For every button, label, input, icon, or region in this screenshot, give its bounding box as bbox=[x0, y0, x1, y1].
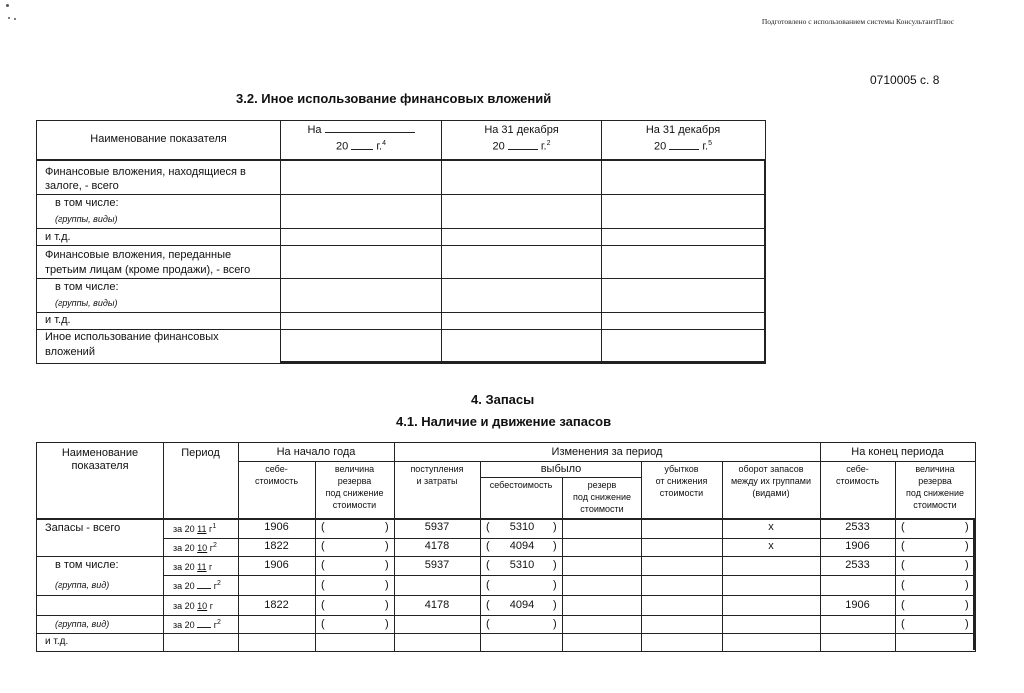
period-year: 11 bbox=[197, 524, 207, 534]
row-label: в том числе: bbox=[55, 281, 119, 293]
header-text: от снижения bbox=[655, 476, 708, 486]
grid-line bbox=[37, 518, 975, 520]
grid-line bbox=[163, 443, 164, 651]
footnote-mark: 5 bbox=[708, 140, 712, 147]
header-text: между их группами bbox=[730, 476, 812, 486]
paren-open: ( bbox=[486, 540, 490, 552]
paren-close: ) bbox=[385, 521, 389, 533]
row-label-group: (группа, вид) bbox=[55, 619, 110, 629]
header-text: под снижение bbox=[325, 488, 384, 498]
paren-open: ( bbox=[486, 559, 490, 571]
period-year: 11 bbox=[197, 562, 207, 572]
period-text: г bbox=[209, 543, 213, 553]
value-disposed: 4094 bbox=[509, 540, 535, 552]
header-text: стоимости bbox=[659, 488, 704, 498]
subheader-disposed: выбыло bbox=[540, 463, 582, 475]
subheader-end-cost bbox=[820, 463, 895, 487]
grid-line bbox=[37, 159, 765, 161]
header-text: (видами) bbox=[752, 488, 790, 498]
year-blank bbox=[508, 149, 538, 150]
paren-open: ( bbox=[321, 579, 325, 591]
value-receipts: 5937 bbox=[424, 559, 450, 571]
subheader-disposed-cost: себестоимость bbox=[489, 480, 553, 490]
paren-close: ) bbox=[385, 540, 389, 552]
value-receipts: 4178 bbox=[424, 599, 450, 611]
header-text: стоимости bbox=[913, 500, 957, 510]
header-text: стоимость bbox=[835, 476, 880, 486]
value-end-cost: 2533 bbox=[845, 559, 870, 571]
paren-close: ) bbox=[965, 540, 969, 552]
subheader-cost bbox=[238, 463, 315, 487]
header-text: под снижение bbox=[573, 492, 631, 502]
footnote-mark: 1 bbox=[212, 523, 217, 530]
year-blank bbox=[351, 149, 373, 150]
header-text: На 31 декабря bbox=[484, 124, 559, 136]
paren-close: ) bbox=[965, 559, 969, 571]
period-cell bbox=[173, 561, 212, 572]
row-label-total: Запасы - всего bbox=[45, 522, 121, 534]
paren-close: ) bbox=[553, 599, 557, 611]
value-end-cost: 1906 bbox=[845, 599, 870, 611]
header-text: величина bbox=[334, 464, 375, 474]
grid-line bbox=[37, 615, 975, 616]
row-label: (группы, виды) bbox=[55, 298, 118, 308]
grid-line bbox=[238, 461, 975, 462]
header-text: поступления bbox=[410, 464, 464, 474]
year-blank bbox=[669, 149, 699, 150]
header-text: г. bbox=[540, 140, 547, 153]
section-41-title: 4.1. Наличие и движение запасов bbox=[396, 414, 612, 429]
footnote-mark: 4 bbox=[382, 140, 386, 147]
header-text: г. bbox=[376, 140, 383, 153]
col-header-changes: Изменения за период bbox=[551, 446, 663, 458]
period-text: г bbox=[213, 581, 217, 591]
period-text: за 20 bbox=[173, 543, 195, 553]
header-text: и затраты bbox=[416, 476, 458, 486]
row-label: Финансовые вложения, находящиеся в bbox=[45, 166, 246, 178]
paren-open: ( bbox=[321, 521, 325, 533]
col-header-start: На начало года bbox=[276, 446, 356, 458]
period-text: за 20 bbox=[173, 524, 195, 534]
scan-speck bbox=[8, 17, 10, 19]
header-text: резерва bbox=[918, 476, 952, 486]
grid-line bbox=[37, 228, 765, 229]
header-text: 20 bbox=[492, 140, 505, 153]
period-text: за 20 bbox=[173, 601, 195, 611]
year-blank bbox=[197, 588, 211, 589]
value-disposed: 4094 bbox=[509, 599, 535, 611]
period-text: за 20 bbox=[173, 620, 195, 630]
paren-close: ) bbox=[965, 618, 969, 630]
period-text: г bbox=[209, 524, 213, 534]
grid-line bbox=[163, 538, 975, 539]
period-cell bbox=[173, 523, 216, 534]
period-cell bbox=[173, 600, 213, 611]
value-turnover: x bbox=[768, 540, 774, 552]
grid-line bbox=[441, 121, 442, 363]
col-header-end: На конец периода bbox=[851, 446, 944, 458]
header-text: показателя bbox=[71, 460, 129, 472]
footnote-mark: 2 bbox=[216, 580, 221, 587]
period-text: г bbox=[213, 620, 217, 630]
value-start-cost: 1906 bbox=[264, 559, 289, 571]
period-text: за 20 bbox=[173, 581, 195, 591]
grid-line bbox=[37, 556, 975, 557]
section-4-title: 4. Запасы bbox=[471, 392, 535, 407]
grid-line bbox=[163, 575, 975, 576]
paren-open: ( bbox=[486, 618, 490, 630]
value-receipts: 4178 bbox=[424, 540, 450, 552]
subheader-losses bbox=[641, 463, 722, 499]
paren-open: ( bbox=[901, 521, 905, 533]
value-start-cost: 1906 bbox=[264, 521, 289, 533]
subheader-turnover bbox=[722, 463, 820, 499]
header-text: величина bbox=[915, 464, 955, 474]
grid-line bbox=[764, 159, 766, 363]
subheader-end-reserve bbox=[895, 463, 975, 511]
paren-close: ) bbox=[965, 599, 969, 611]
paren-close: ) bbox=[385, 579, 389, 591]
row-label: в том числе: bbox=[55, 197, 119, 209]
paren-open: ( bbox=[321, 540, 325, 552]
header-text: стоимость bbox=[254, 476, 299, 486]
row-label: Финансовые вложения, переданные bbox=[45, 249, 232, 261]
row-label: залоге, - всего bbox=[45, 180, 119, 192]
row-label: третьим лицам (кроме продажи), - всего bbox=[45, 264, 251, 276]
grid-line bbox=[37, 633, 975, 634]
paren-close: ) bbox=[965, 579, 969, 591]
period-cell bbox=[173, 542, 217, 553]
period-year: 10 bbox=[197, 601, 208, 611]
value-turnover: x bbox=[768, 521, 774, 533]
col-header-period: Период bbox=[181, 447, 220, 459]
grid-line bbox=[37, 194, 765, 195]
col-header-date3 bbox=[602, 123, 764, 154]
paren-open: ( bbox=[901, 579, 905, 591]
header-text: себе- bbox=[846, 464, 869, 474]
header-text: г. bbox=[702, 140, 709, 153]
period-text: за 20 bbox=[173, 562, 195, 572]
paren-close: ) bbox=[553, 521, 557, 533]
paren-open: ( bbox=[321, 559, 325, 571]
paren-close: ) bbox=[385, 599, 389, 611]
row-label: Иное использование финансовых bbox=[45, 331, 219, 343]
value-start-cost: 1822 bbox=[264, 540, 289, 552]
paren-close: ) bbox=[553, 579, 557, 591]
paren-close: ) bbox=[385, 618, 389, 630]
paren-close: ) bbox=[553, 540, 557, 552]
subheader-receipts bbox=[394, 463, 480, 487]
row-label-etc: и т.д. bbox=[45, 636, 69, 647]
table-inventory bbox=[36, 442, 976, 652]
period-year: 10 bbox=[197, 543, 208, 553]
row-label: и т.д. bbox=[45, 314, 71, 326]
row-label: (группы, виды) bbox=[55, 214, 118, 224]
header-text: На 31 декабря bbox=[645, 124, 721, 136]
subheader-disposed-reserve bbox=[562, 479, 642, 515]
form-code: 0710005 с. 8 bbox=[870, 73, 940, 87]
header-text: под снижение bbox=[906, 488, 964, 498]
grid-line bbox=[480, 477, 642, 478]
period-cell bbox=[173, 580, 221, 591]
section-32-title: 3.2. Иное использование финансовых вложений bbox=[236, 91, 552, 106]
grid-line bbox=[601, 121, 602, 363]
table-other-investments bbox=[36, 120, 766, 364]
header-text: убытков bbox=[664, 464, 699, 474]
grid-line bbox=[37, 595, 975, 596]
col-header-date2 bbox=[442, 123, 601, 154]
period-text: г bbox=[209, 601, 213, 611]
grid-line bbox=[37, 278, 765, 279]
paren-open: ( bbox=[486, 579, 490, 591]
paren-close: ) bbox=[965, 521, 969, 533]
paren-open: ( bbox=[321, 618, 325, 630]
header-text: резерва bbox=[337, 476, 372, 486]
grid-line bbox=[973, 518, 975, 650]
grid-line bbox=[280, 361, 765, 363]
row-label: вложений bbox=[45, 346, 95, 358]
footnote-mark: 2 bbox=[216, 619, 221, 626]
paren-open: ( bbox=[486, 521, 490, 533]
header-text: резерв bbox=[587, 480, 617, 490]
header-text: стоимости bbox=[332, 500, 377, 510]
value-receipts: 5937 bbox=[424, 521, 450, 533]
period-cell bbox=[173, 619, 221, 630]
system-note: Подготовлено с использованием системы КонсультантПлюс bbox=[761, 17, 954, 26]
value-end-cost: 1906 bbox=[845, 540, 870, 552]
row-label: и т.д. bbox=[45, 231, 71, 243]
paren-open: ( bbox=[901, 559, 905, 571]
grid-line bbox=[37, 312, 765, 313]
paren-close: ) bbox=[553, 559, 557, 571]
col-header-name bbox=[37, 447, 163, 473]
grid-line bbox=[37, 245, 765, 246]
header-text: себе- bbox=[265, 464, 288, 474]
col-header-date1 bbox=[281, 123, 441, 154]
period-text: г bbox=[209, 562, 213, 572]
header-text: 20 bbox=[335, 140, 349, 153]
paren-close: ) bbox=[385, 559, 389, 571]
header-text: Наименование bbox=[61, 447, 139, 459]
scan-speck bbox=[6, 4, 9, 7]
paren-open: ( bbox=[901, 599, 905, 611]
header-text: 20 bbox=[653, 140, 667, 153]
row-label-incl: в том числе: bbox=[55, 559, 119, 571]
value-disposed: 5310 bbox=[509, 521, 535, 533]
footnote-mark: 2 bbox=[546, 140, 551, 147]
year-blank bbox=[197, 627, 211, 628]
paren-close: ) bbox=[553, 618, 557, 630]
value-start-cost: 1822 bbox=[264, 599, 289, 611]
col-header-name: Наименование показателя bbox=[90, 133, 227, 145]
paren-open: ( bbox=[901, 540, 905, 552]
header-text: оборот запасов bbox=[738, 464, 804, 474]
date-blank bbox=[325, 132, 415, 133]
paren-open: ( bbox=[321, 599, 325, 611]
paren-open: ( bbox=[901, 618, 905, 630]
header-text: стоимости bbox=[580, 504, 624, 514]
paren-open: ( bbox=[486, 599, 490, 611]
value-end-cost: 2533 bbox=[845, 521, 870, 533]
header-text: На bbox=[307, 124, 322, 136]
subheader-reserve bbox=[315, 463, 394, 511]
footnote-mark: 2 bbox=[213, 542, 217, 549]
row-label-group: (группа, вид) bbox=[55, 580, 110, 590]
grid-line bbox=[280, 121, 281, 363]
scan-speck bbox=[14, 18, 16, 20]
value-disposed: 5310 bbox=[509, 559, 535, 571]
